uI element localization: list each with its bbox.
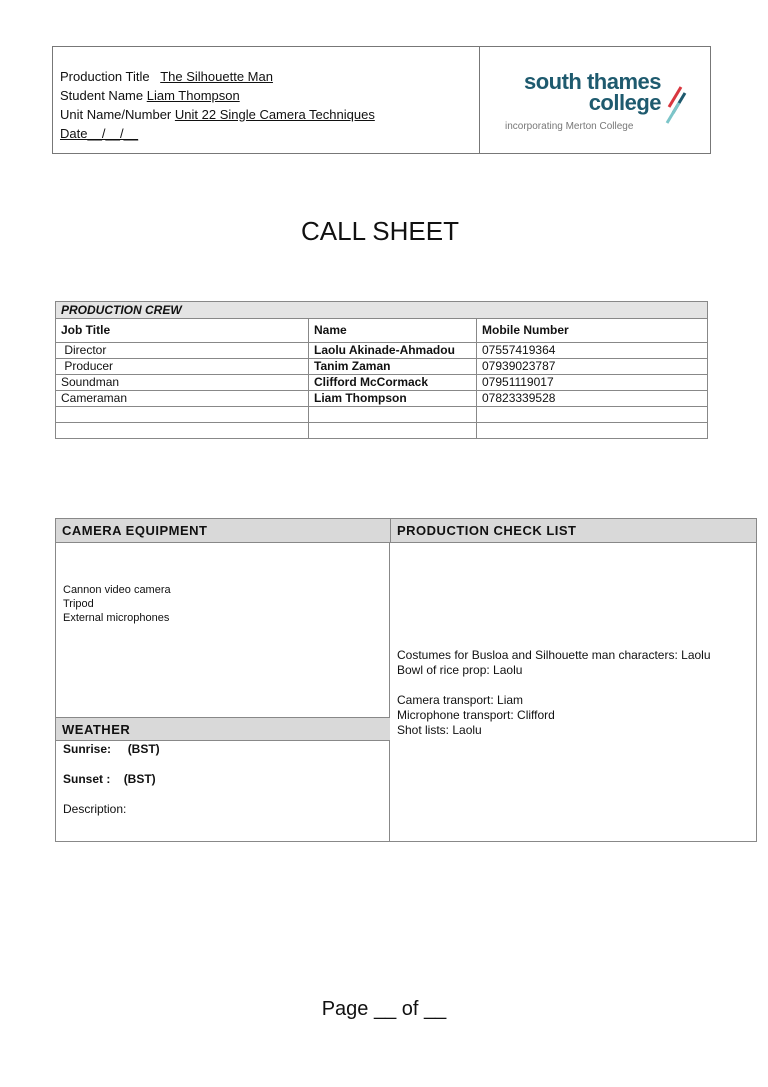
list-item: Cannon video camera (63, 584, 171, 596)
weather-heading: WEATHER (56, 717, 390, 741)
job-title: Cameraman (56, 391, 309, 407)
crew-name: Clifford McCormack (309, 375, 477, 391)
mobile-number: 07557419364 (477, 343, 708, 359)
crew-section-heading: PRODUCTION CREW (56, 302, 708, 319)
mobile-number: 07939023787 (477, 359, 708, 375)
description-label: Description: (63, 802, 127, 816)
list-item: Tripod (63, 598, 94, 610)
empty-row (56, 407, 708, 423)
column-header: Name (309, 319, 477, 343)
table-row (56, 343, 708, 359)
job-title: Director (64, 343, 107, 357)
job-title: Producer (64, 359, 114, 373)
mobile-number: 07951119017 (477, 375, 708, 391)
unit-name: Unit 22 Single Camera Techniques (174, 107, 375, 122)
table-row (56, 375, 708, 391)
student-name-label: Student Name (60, 88, 144, 103)
production-title: The Silhouette Man (160, 69, 273, 84)
camera-equipment-heading: CAMERA EQUIPMENT (56, 519, 390, 543)
job-title: Soundman (56, 375, 309, 391)
column-header: Job Title (56, 319, 309, 343)
date-field: Date__/__/__ (60, 126, 139, 141)
list-item: Bowl of rice prop: Laolu (397, 663, 523, 677)
checklist (397, 648, 711, 738)
sunrise-label: Sunrise: (63, 742, 112, 756)
table-row (56, 359, 708, 375)
column-header: Mobile Number (477, 319, 708, 343)
production-info (60, 67, 375, 143)
page-title: CALL SHEET (301, 216, 459, 246)
logo-mark-icon (663, 85, 687, 125)
crew-name: Liam Thompson (309, 391, 477, 407)
college-logo (503, 71, 693, 141)
mobile-number: 07823339528 (477, 391, 708, 407)
logo-line1: south thames (523, 69, 661, 94)
list-item: Costumes for Busloa and Silhouette man characters: Laolu (397, 648, 711, 662)
logo-line3: incorporating Merton College (505, 121, 634, 132)
crew-name: Tanim Zaman (309, 359, 477, 375)
sunrise-unit: (BST) (127, 742, 160, 756)
student-name: Liam Thompson (146, 88, 240, 103)
crew-name: Laolu Akinade-Ahmadou (309, 343, 477, 359)
production-crew-table (55, 301, 708, 439)
checklist-heading: PRODUCTION CHECK LIST (390, 519, 756, 543)
sunset-unit: (BST) (123, 772, 156, 786)
logo-line2: college (588, 90, 661, 115)
unit-label: Unit Name/Number (60, 107, 172, 122)
table-row (56, 391, 708, 407)
production-title-label: Production Title (60, 69, 150, 84)
page-number: Page __ of __ (321, 998, 447, 1020)
list-item: Shot lists: Laolu (397, 723, 482, 737)
list-item: Microphone transport: Clifford (397, 708, 555, 722)
empty-row (56, 423, 708, 439)
list-item: Camera transport: Liam (397, 693, 524, 707)
list-item: External microphones (63, 612, 170, 624)
header-box (52, 46, 711, 154)
equipment-list (63, 583, 171, 625)
weather-info (63, 742, 160, 817)
equipment-checklist-box (55, 518, 757, 842)
sunset-label: Sunset : (63, 772, 111, 786)
